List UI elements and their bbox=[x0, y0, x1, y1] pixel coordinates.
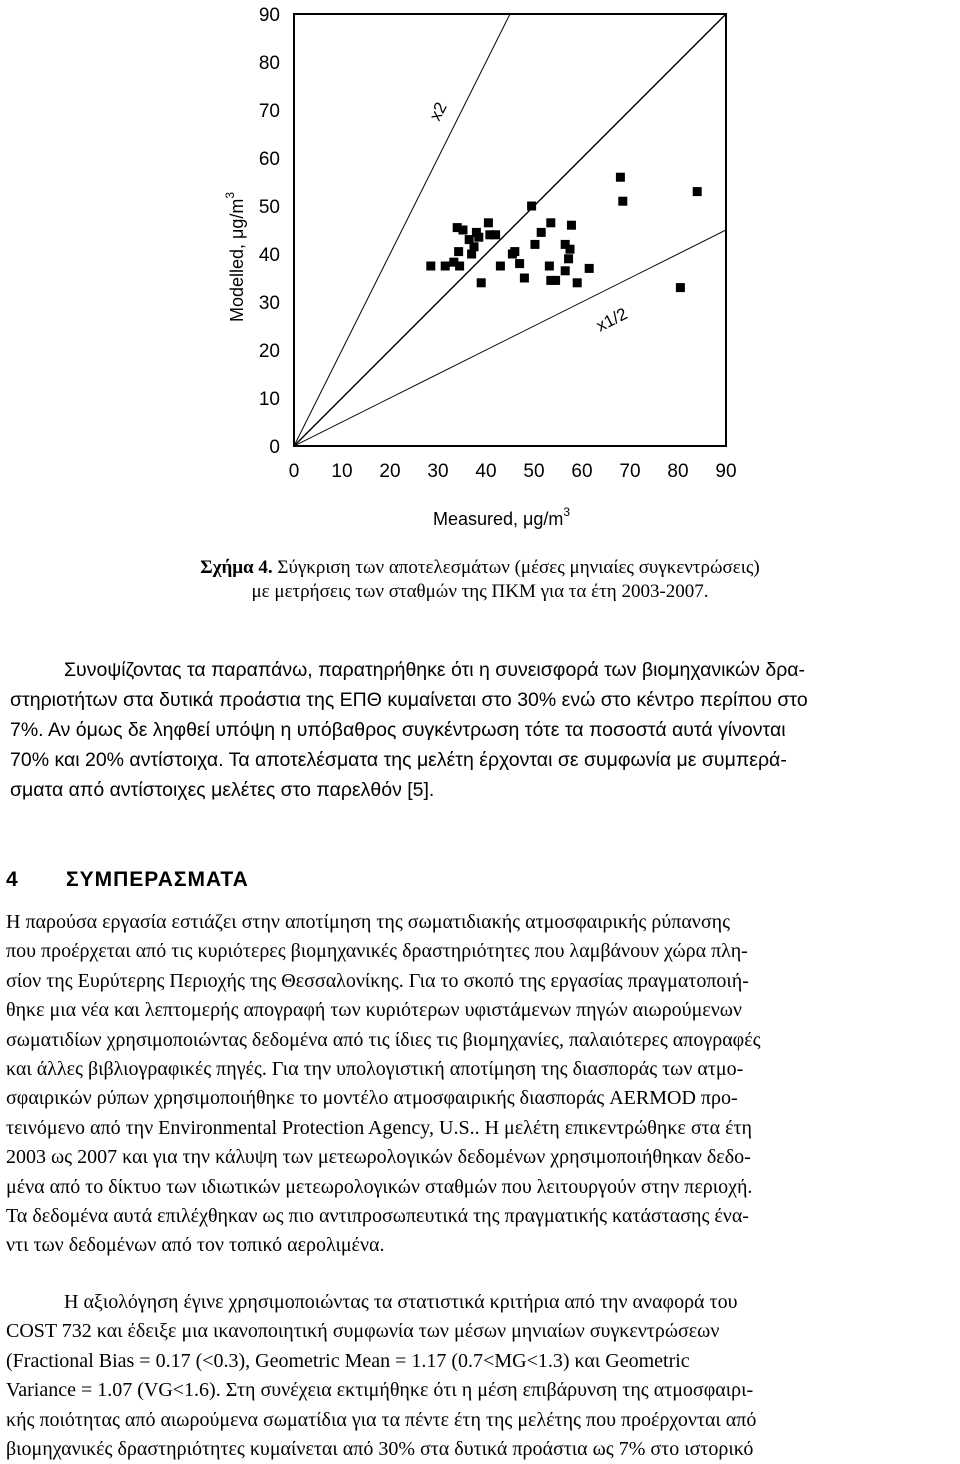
figure-caption-line-2: με μετρήσεις των σταθμών της ΠΚΜ για τα έτη 2003-2007. bbox=[251, 581, 709, 602]
data-point bbox=[491, 230, 500, 239]
x-tick-label: 60 bbox=[571, 461, 593, 482]
data-point bbox=[564, 254, 573, 263]
figure-caption-line-1: Σύγκριση των αποτελεσμάτων (μέσες μηνιαίες συγκεντρώσεις) bbox=[272, 557, 760, 578]
data-point bbox=[454, 247, 463, 256]
text-line: σωματιδίων χρησιμοποιώντας δεδομένα από τις ίδιες τις βιομηχανίες, παλαιότερες απογραφές bbox=[6, 1028, 761, 1051]
evaluation-paragraph bbox=[6, 1288, 954, 1464]
data-point bbox=[510, 247, 519, 256]
text-line: Η αξιολόγηση έγινε χρησιμοποιώντας τα στατιστικά κριτήρια από την αναφορά του bbox=[64, 1291, 738, 1313]
text-line: Τα δεδομένα αυτά επιλέχθηκαν ως πιο αντιπροσωπευτικά της πραγματικής κατάστασης ένα- bbox=[6, 1205, 749, 1228]
data-point bbox=[515, 259, 524, 268]
x-tick-label: 50 bbox=[523, 461, 545, 482]
x-axis-ticks bbox=[289, 461, 737, 482]
data-point bbox=[585, 264, 594, 273]
data-point bbox=[458, 226, 467, 235]
data-point bbox=[566, 245, 575, 254]
data-point bbox=[477, 278, 486, 287]
text-line: τεινόμενο από την Environmental Protection Agency, U.S.. Η μελέτη επικεντρώθηκε στα έτη bbox=[6, 1116, 753, 1139]
section-title: ΣΥΜΠΕΡΑΣΜΑΤΑ bbox=[66, 868, 249, 891]
y-tick-label: 40 bbox=[258, 245, 280, 266]
data-point bbox=[520, 274, 529, 283]
section-heading bbox=[6, 868, 249, 892]
text-line: 70% και 20% αντίστοιχα. Τα αποτελέσματα της μελέτη έρχονται σε συμφωνία με συμπερά- bbox=[10, 749, 787, 771]
figure-caption bbox=[0, 556, 960, 604]
y-tick-label: 30 bbox=[258, 293, 280, 314]
data-point bbox=[693, 187, 702, 196]
x-tick-label: 80 bbox=[667, 461, 689, 482]
data-points bbox=[426, 173, 701, 292]
line-label-x2: x2 bbox=[425, 99, 451, 124]
y-axis-label: Modelled, $\mu g/m^3$ bbox=[223, 191, 247, 322]
plot-area bbox=[294, 14, 726, 446]
text-line: COST 732 και έδειξε μια ικανοποιητική συμφωνία των μέσων μηνιαίων συγκεντρώσεων bbox=[6, 1320, 720, 1343]
y-axis-ticks bbox=[259, 5, 280, 458]
text-line: 2003 ως 2007 και για την κάλυψη των μετεωρολογικών δεδομένων χρησιμοποιήθηκαν δεδο- bbox=[6, 1146, 751, 1169]
y-tick-label: 90 bbox=[258, 5, 280, 26]
x-tick-label: 40 bbox=[475, 461, 497, 482]
data-point bbox=[496, 262, 505, 271]
text-line: Συνοψίζοντας τα παραπάνω, παρατηρήθηκε ότι η συνεισφορά των βιομηχανικών δρα- bbox=[64, 659, 806, 681]
text-line: θηκε μια νέα και λεπτομερής απογραφή των κυριότερων υφιστάμενων πηγών αιωρούμενων bbox=[6, 999, 742, 1022]
data-point bbox=[474, 233, 483, 242]
reference-line-x1-2 bbox=[294, 230, 726, 446]
y-tick-label: 20 bbox=[258, 341, 280, 362]
data-point bbox=[676, 283, 685, 292]
text-line: 7%. Αν όμως δε ληφθεί υπόψη η υπόβαθρος συγκέντρωση τότε τα ποσοστά αυτά γίνονται bbox=[10, 719, 786, 741]
data-point bbox=[616, 173, 625, 182]
x-tick-label: 0 bbox=[288, 461, 300, 482]
text-line: Η παρούσα εργασία εστιάζει στην αποτίμηση της σωματιδιακής ατμοσφαιρικής ρύπανσης bbox=[6, 911, 730, 933]
data-point bbox=[426, 262, 435, 271]
summary-paragraph bbox=[10, 655, 950, 805]
text-line: σίον της Ευρύτερης Περιοχής της Θεσσαλονίκης. Για το σκοπό της εργασίας πραγματοποιή- bbox=[6, 969, 749, 992]
data-point bbox=[530, 240, 539, 249]
conclusions-paragraph bbox=[6, 908, 954, 1261]
line-label-x1-2: x1/2 bbox=[593, 304, 631, 336]
y-tick-label: 60 bbox=[258, 149, 280, 170]
data-point bbox=[618, 197, 627, 206]
figure-label: Σχήμα 4. bbox=[200, 557, 273, 578]
y-tick-label: 80 bbox=[258, 53, 280, 74]
data-point bbox=[573, 278, 582, 287]
reference-line-1-1 bbox=[294, 14, 726, 446]
data-point bbox=[545, 262, 554, 271]
data-point bbox=[567, 221, 576, 230]
data-point bbox=[551, 276, 560, 285]
data-point bbox=[441, 262, 450, 271]
data-point bbox=[484, 218, 493, 227]
y-tick-label: 10 bbox=[258, 389, 280, 410]
y-tick-label: 70 bbox=[258, 101, 280, 122]
scatter-chart bbox=[210, 0, 750, 535]
x-tick-label: 10 bbox=[331, 461, 353, 482]
text-line: και άλλες βιβλιογραφικές πηγές. Για την υπολογιστική αποτίμηση της διασποράς των ατμο- bbox=[6, 1058, 744, 1081]
text-line: μένα από το δίκτυο των ιδιωτικών μετεωρολογικών σταθμών που λειτουργούν στην περιοχή. bbox=[6, 1175, 753, 1198]
x-axis-label: Measured, $\mu g/m^3$ bbox=[433, 505, 571, 529]
text-line: στηριοτήτων στα δυτικά προάστια της ΕΠΘ κυμαίνεται στο 30% ενώ στο κέντρο περίπου στο bbox=[10, 689, 808, 711]
text-line: που προέρχεται από τις κυριότερες βιομηχανικές δραστηριότητες που λαμβάνουν χώρα πλη- bbox=[6, 940, 748, 963]
data-point bbox=[527, 202, 536, 211]
text-line: (Fractional Bias = 0.17 (<0.3), Geometric Mean = 1.17 (0.7<MG<1.3) και Geometric bbox=[6, 1349, 690, 1372]
data-point bbox=[546, 218, 555, 227]
y-tick-label: 0 bbox=[269, 437, 280, 458]
data-point bbox=[455, 262, 464, 271]
data-point bbox=[467, 250, 476, 259]
data-point bbox=[537, 228, 546, 237]
text-line: ντι των δεδομένων από τον τοπικό αερολιμένα. bbox=[6, 1234, 385, 1257]
x-tick-label: 20 bbox=[379, 461, 401, 482]
section-number: 4 bbox=[6, 868, 19, 891]
text-line: βιομηχανικές δραστηριότητες κυμαίνεται από 30% στα δυτικά προάστια ως 7% στο ιστορικό bbox=[6, 1438, 754, 1461]
x-tick-label: 70 bbox=[619, 461, 641, 482]
text-line: σφαιρικών ρύπων χρησιμοποιήθηκε το μοντέλο ατμοσφαιρικής διασποράς AERMOD προ- bbox=[6, 1087, 738, 1110]
x-tick-label: 90 bbox=[715, 461, 737, 482]
text-line: σματα από αντίστοιχες μελέτες στο παρελθόν [5]. bbox=[10, 779, 435, 801]
text-line: Variance = 1.07 (VG<1.6). Στη συνέχεια εκτιμήθηκε ότι η μέση επιβάρυνση της ατμοσφαιρι- bbox=[6, 1379, 754, 1402]
y-tick-label: 50 bbox=[258, 197, 280, 218]
data-point bbox=[561, 266, 570, 275]
x-tick-label: 30 bbox=[427, 461, 449, 482]
text-line: κής ποιότητας από αιωρούμενα σωματίδια για τα πέντε έτη της μελέτης που προέρχονται από bbox=[6, 1408, 757, 1431]
